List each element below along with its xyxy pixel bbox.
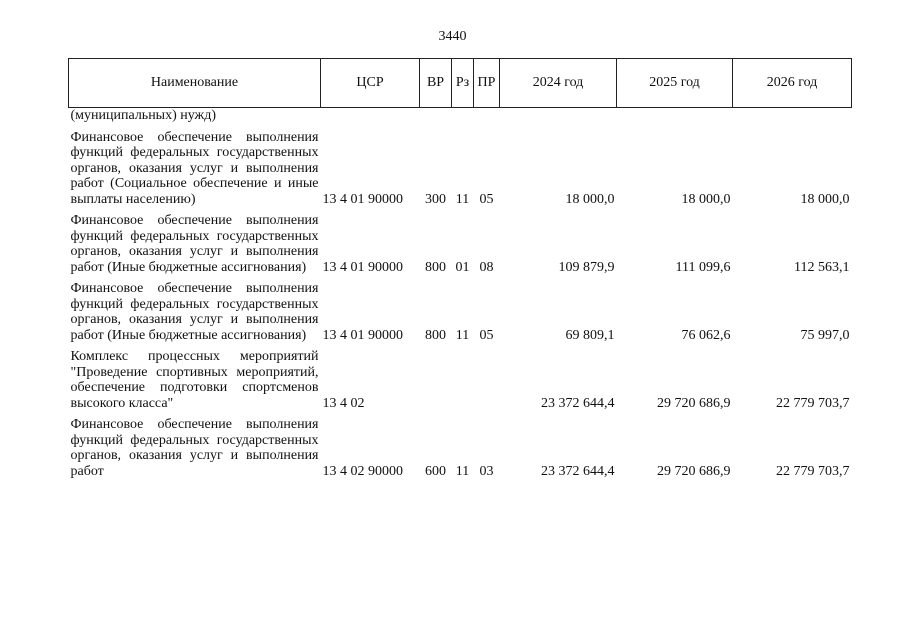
table-row xyxy=(69,213,852,275)
continuation-text: (муниципальных) нужд) xyxy=(70,108,217,123)
table-row xyxy=(69,130,852,208)
row-2026: 75 997,0 xyxy=(800,327,850,343)
table-body xyxy=(69,108,852,480)
row-2026: 22 779 703,7 xyxy=(776,463,850,479)
header-rz: Рз xyxy=(452,59,474,108)
row-name: Финансовое обеспечение выполнения функций федеральных государственных органов, оказания услуг и выполнения работ (Иные бюджетные ассигнования) xyxy=(70,213,319,275)
row-rz: 01 xyxy=(455,259,470,275)
row-vr xyxy=(420,349,452,411)
row-2024: 109 879,9 xyxy=(558,259,615,275)
row-pr: 05 xyxy=(479,327,494,343)
row-2024: 18 000,0 xyxy=(565,191,615,207)
header-pr: ПР xyxy=(474,59,500,108)
row-name: Финансовое обеспечение выполнения функций федеральных государственных органов, оказания услуг и выполнения работ xyxy=(70,417,319,479)
row-csr: 13 4 01 90000 xyxy=(322,259,403,275)
table-row xyxy=(69,349,852,411)
row-rz: 11 xyxy=(455,191,470,207)
row-name: Комплекс процессных мероприятий "Проведение спортивных мероприятий, обеспечение подготовки спортсменов высокого класса" xyxy=(70,349,319,411)
row-2026: 22 779 703,7 xyxy=(776,395,850,411)
row-pr xyxy=(474,349,500,411)
row-pr: 03 xyxy=(479,463,494,479)
row-2025: 111 099,6 xyxy=(675,259,731,275)
row-name: Финансовое обеспечение выполнения функций федеральных государственных органов, оказания услуг и выполнения работ (Иные бюджетные ассигнования) xyxy=(70,281,319,343)
header-2025: 2025 год xyxy=(617,59,733,108)
row-2025: 29 720 686,9 xyxy=(657,463,731,479)
row-2025: 18 000,0 xyxy=(681,191,731,207)
row-2025: 29 720 686,9 xyxy=(657,395,731,411)
row-2024: 69 809,1 xyxy=(565,327,615,343)
table-row xyxy=(69,281,852,343)
table-header-row xyxy=(69,59,852,108)
row-csr: 13 4 02 90000 xyxy=(322,463,403,479)
row-2024: 23 372 644,4 xyxy=(541,463,615,479)
budget-table xyxy=(68,58,852,479)
row-csr: 13 4 01 90000 xyxy=(322,327,403,343)
header-vr: ВР xyxy=(420,59,452,108)
row-vr: 800 xyxy=(425,259,446,275)
header-csr: ЦСР xyxy=(321,59,420,108)
row-rz xyxy=(452,349,474,411)
row-2025: 76 062,6 xyxy=(681,327,731,343)
row-rz: 11 xyxy=(455,463,470,479)
header-name: Наименование xyxy=(69,59,321,108)
header-2024: 2024 год xyxy=(500,59,617,108)
row-rz: 11 xyxy=(455,327,470,343)
row-vr: 300 xyxy=(425,191,446,207)
header-2026: 2026 год xyxy=(733,59,852,108)
row-pr: 05 xyxy=(479,191,494,207)
row-csr: 13 4 01 90000 xyxy=(322,191,403,207)
row-vr: 600 xyxy=(425,463,446,479)
row-vr: 800 xyxy=(425,327,446,343)
row-csr: 13 4 02 xyxy=(322,395,365,411)
continuation-row xyxy=(69,108,852,124)
row-2024: 23 372 644,4 xyxy=(541,395,615,411)
row-name: Финансовое обеспечение выполнения функций федеральных государственных органов, оказания услуг и выполнения работ (Социальное обеспечение и иные выплаты населению) xyxy=(70,129,319,207)
row-2026: 18 000,0 xyxy=(800,191,850,207)
page-number: 3440 xyxy=(438,29,467,44)
row-2026: 112 563,1 xyxy=(794,259,850,275)
row-pr: 08 xyxy=(479,259,494,275)
table-row xyxy=(69,417,852,479)
